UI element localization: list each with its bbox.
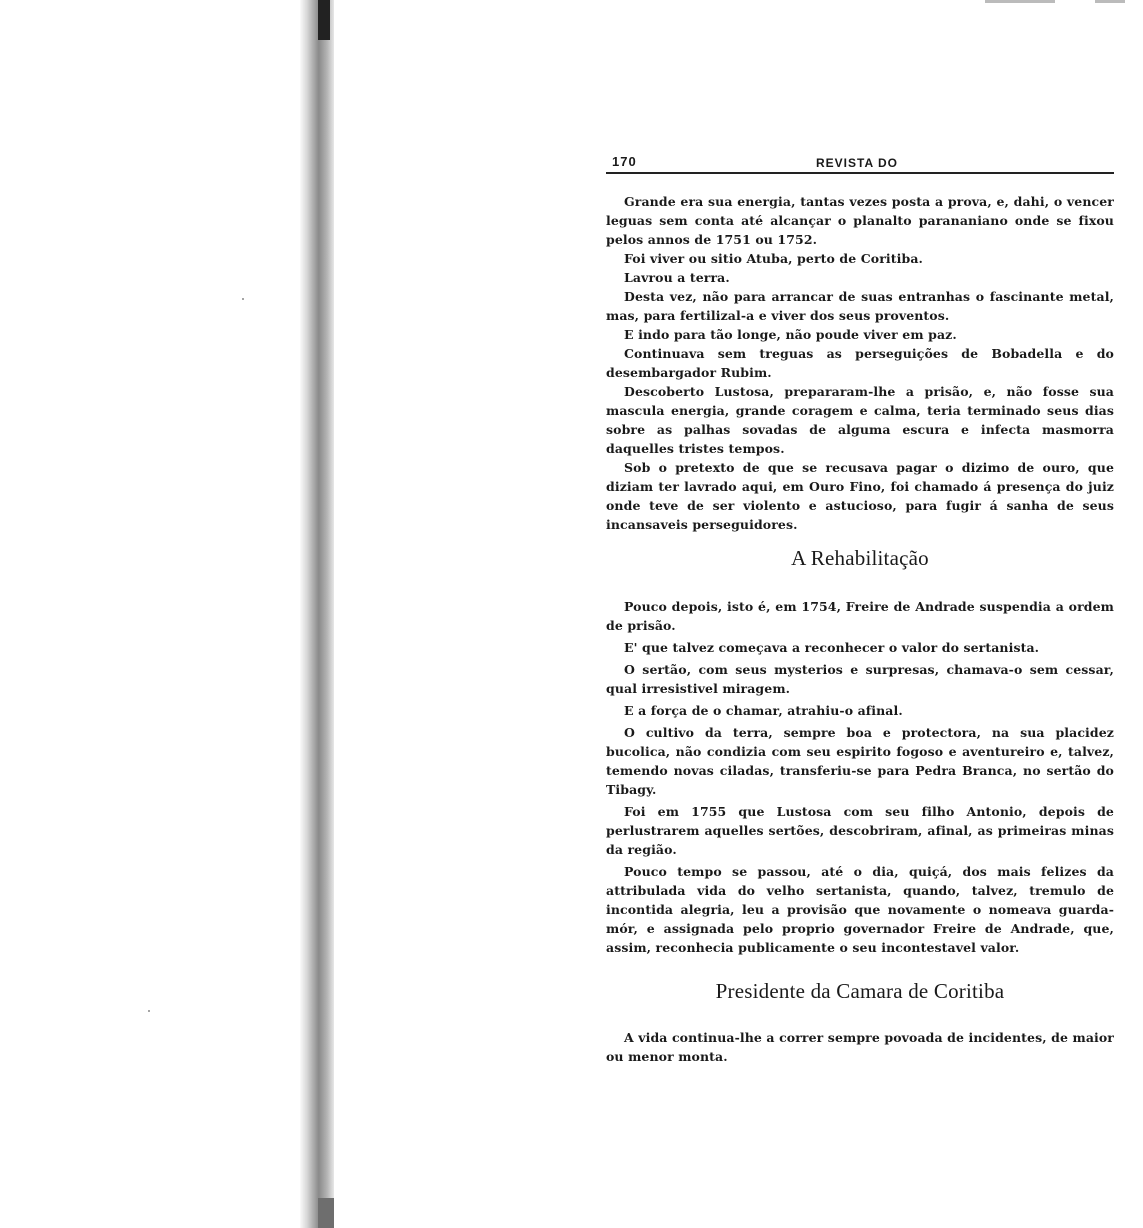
section-title: Presidente da Camara de Coritiba [715,979,1005,1003]
paragraph: E a força de o chamar, atrahiu-o afinal. [624,703,903,718]
paragraph: Pouco depois, isto é, em 1754, Freire de Andrade suspendia a ordem de prisão. [606,599,1114,633]
paragraph: O cultivo da terra, sempre boa e protectora, na sua placidez bucolica, não condizia com seu espirito fogoso e aventureiro e, talvez, temendo novas ciladas, transferiu-se para Pedra Branca, no sertão do Tibagy. [606,725,1114,797]
running-title: REVISTA DO [816,156,899,170]
paragraph: Lavrou a terra. [624,270,730,285]
gutter-dark-edge [318,0,330,40]
section-title: A Rehabilitação [791,546,929,570]
paragraph: Foi viver ou sitio Atuba, perto de Coritiba. [624,251,923,266]
paragraph: Continuava sem treguas as perseguições de Bobadella e do desembargador Rubim. [606,346,1114,380]
paragraph: O sertão, com seus mysterios e surpresas, chamava-o sem cessar, qual irresistivel miragem. [606,662,1114,696]
paragraph: Pouco tempo se passou, até o dia, quiçá, dos mais felizes da attribulada vida do velho sertanista, quando, talvez, tremulo de incontida alegria, leu a provisão que novamente o nomeava guarda-mór, e assignada pelo proprio governador Freire de Andrade, que, assim, reconhecia publicamente o seu incontestavel valor. [606,864,1114,955]
scan-speck [242,298,244,300]
paragraph: Foi em 1755 que Lustosa com seu filho Antonio, depois de perlustrarem aquelles sertões, descobriram, afinal, as primeiras minas da região. [606,804,1114,857]
book-page [596,150,1118,1066]
paragraph: Sob o pretexto de que se recusava pagar o dizimo de ouro, que diziam ter lavrado aqui, em Ouro Fino, foi chamado á presença do juiz onde teve de ser violento e astucioso, para fugir á sanha de seus incansaveis perseguidores. [606,460,1114,532]
gutter-dark-edge [318,1198,334,1228]
paragraph: A vida continua-lhe a correr sempre povoada de incidentes, de maior ou menor monta. [606,1030,1114,1064]
page-header [596,150,1118,172]
paragraph: E indo para tão longe, não poude viver em paz. [624,327,957,342]
page-body [596,174,1118,1066]
paragraph: Descoberto Lustosa, prepararam-lhe a prisão, e, não fosse sua mascula energia, grande coragem e calma, teria terminado seus dias sobre as palhas sovadas de alguma escura e infecta masmorra daquelles tristes tempos. [606,384,1114,456]
paragraph: Grande era sua energia, tantas vezes posta a prova, e, dahi, o vencer leguas sem conta até alcançar o planalto parananiano onde se fixou pelos annos de 1751 ou 1752. [606,194,1114,247]
page-number: 170 [612,154,637,169]
scan-speck [148,1010,150,1012]
scan-artifact [1095,0,1125,3]
paragraph: Desta vez, não para arrancar de suas entranhas o fascinante metal, mas, para fertilizal-a e viver dos seus proventos. [606,289,1114,323]
paragraph: E' que talvez começava a reconhecer o valor do sertanista. [624,640,1040,655]
book-gutter-shadow [300,0,334,1228]
scan-artifact [985,0,1055,3]
